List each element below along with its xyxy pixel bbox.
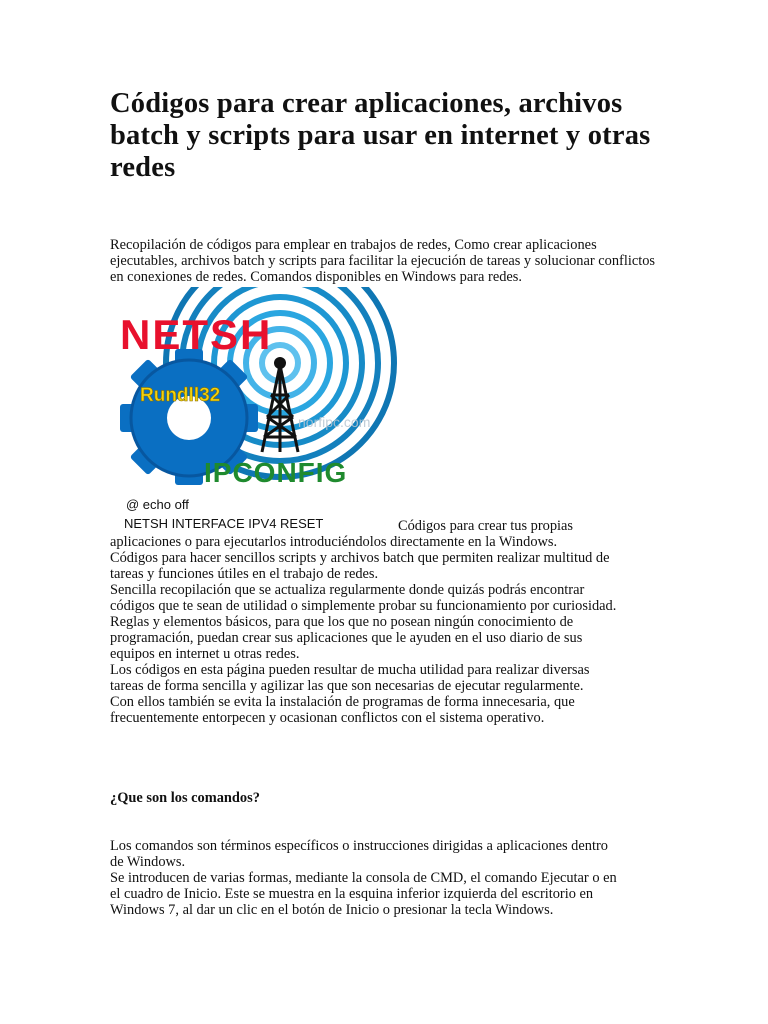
intro-paragraph: Recopilación de códigos para emplear en trabajos de redes, Como crear aplicaciones ejecutables, archivos batch y scripts para facilitar la ejecución de tareas y solucionar conflictos en conexiones de redes. Comandos disponibles en Windows para redes.	[110, 237, 656, 285]
body-line: equipos en internet u otras redes.	[110, 646, 300, 662]
body-line: de Windows.	[110, 854, 186, 870]
body-line: Los códigos en esta página pueden resultar de mucha utilidad para realizar diversas	[110, 662, 590, 678]
commands-paragraph	[110, 838, 666, 918]
body-line: Reglas y elementos básicos, para que los que no posean ningún conocimiento de	[110, 614, 574, 630]
body-line: Windows 7, al dar un clic en el botón de Inicio o presionar la tecla Windows.	[110, 902, 554, 918]
page-title: Códigos para crear aplicaciones, archivos batch y scripts para usar en internet y otras redes	[110, 88, 651, 183]
body-line: frecuentemente entorpecen y ocasionan conflictos con el sistema operativo.	[110, 710, 545, 726]
beside-figure-text: Códigos para crear tus propias	[398, 518, 574, 534]
body-line: Los comandos son términos específicos o instrucciones dirigidas a aplicaciones dentro	[110, 838, 608, 854]
rundll32-label: Rundll32	[140, 385, 221, 406]
body-paragraph	[110, 534, 666, 726]
body-line: Con ellos también se evita la instalación de programas de forma innecesaria, que	[110, 694, 575, 710]
netsh-reset-label: NETSH INTERFACE IPV4 RESET	[124, 516, 324, 531]
ipconfig-label: IPCONFIG	[204, 457, 348, 488]
body-line: Se introducen de varias formas, mediante la consola de CMD, el comando Ejecutar o en	[110, 870, 617, 886]
body-line: Códigos para hacer sencillos scripts y archivos batch que permiten realizar multitud de	[110, 550, 610, 566]
netsh-label: NETSH	[120, 311, 273, 358]
body-line: tareas de forma sencilla y agilizar las que son necesarias de ejecutar regularmente.	[110, 678, 584, 694]
body-line: códigos que te sean de utilidad o simplemente probar su funcionamiento por curiosidad.	[110, 598, 617, 614]
section-heading: ¿Que son los comandos?	[110, 790, 260, 806]
antenna-tip-icon	[274, 357, 286, 369]
netsh-illustration	[112, 287, 402, 533]
netsh-illustration-svg	[112, 287, 402, 533]
watermark-label: norfipc.com	[298, 414, 371, 430]
body-line: Sencilla recopilación que se actualiza regularmente donde quizás podrás encontrar	[110, 582, 585, 598]
body-line: tareas y funciones útiles en el trabajo de redes.	[110, 566, 379, 582]
echo-off-label: @ echo off	[126, 497, 189, 512]
body-line: aplicaciones o para ejecutarlos introduciéndolos directamente en la Windows.	[110, 534, 558, 550]
body-line: el cuadro de Inicio. Este se muestra en la esquina inferior izquierda del escritorio en	[110, 886, 594, 902]
body-line: programación, puedan crear sus aplicaciones que le ayuden en el uso diario de sus	[110, 630, 583, 646]
